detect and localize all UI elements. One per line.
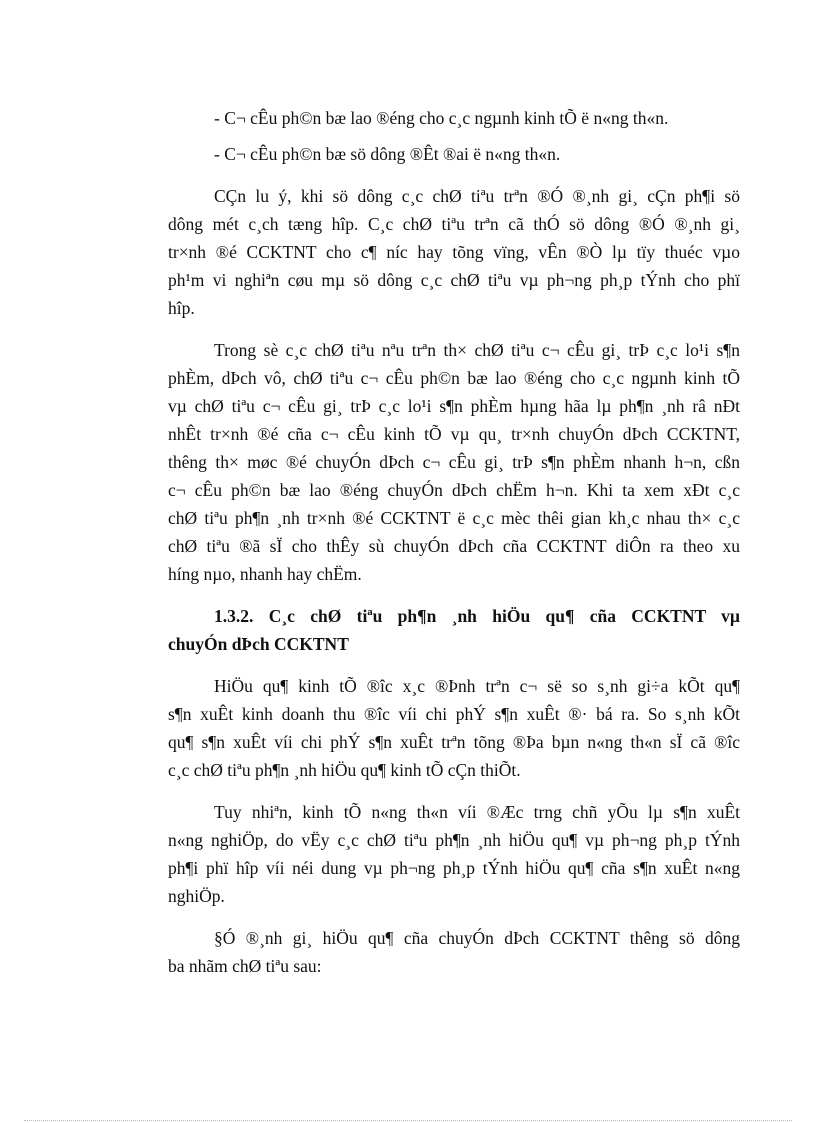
paragraph-line: ph¶i phï hîp víi néi dung vµ ph¬ng ph¸p tÝnh hiÖu qu¶ cña s¶n xuÊt n«ng	[168, 858, 740, 878]
paragraph-line: qu¶ s¶n xuÊt víi chi phÝ s¶n xuÊt trªn tõng ®Þa bµn n«ng th«n sÏ cã ®îc	[168, 732, 740, 752]
paragraph-line: vµ chØ tiªu c¬ cÊu gi¸ trÞ c¸c lo¹i s¶n phÈm hµng hãa lµ ph¶n ¸nh râ nÐt	[168, 396, 740, 416]
paragraph-line: Tuy nhiªn, kinh tÕ n«ng th«n víi ®Æc trng chñ yÕu lµ s¶n xuÊt	[214, 802, 740, 822]
heading-line: chuyÓn dÞch CCKTNT	[168, 634, 349, 654]
bullet-labor-structure: - C¬ cÊu ph©n bæ lao ®éng cho c¸c ngµnh kinh tÕ ë n«ng th«n.	[214, 108, 669, 128]
heading-line: 1.3.2. C¸c chØ tiªu ph¶n ¸nh hiÖu qu¶ cña CCKTNT vµ	[214, 606, 740, 626]
paragraph-line: c¸c chØ tiªu ph¶n ¸nh hiÖu qu¶ kinh tÕ cÇn thiÕt.	[168, 760, 521, 780]
paragraph-4	[168, 798, 740, 910]
paragraph-line: híng nµo, nhanh hay chËm.	[168, 564, 362, 584]
paragraph-line: §Ó ®¸nh gi¸ hiÖu qu¶ cña chuyÓn dÞch CCKTNT thêng sö dông	[214, 928, 740, 948]
paragraph-5	[168, 924, 740, 980]
paragraph-line: Trong sè c¸c chØ tiªu nªu trªn th× chØ tiªu c¬ cÊu gi¸ trÞ c¸c lo¹i s¶n	[214, 340, 740, 360]
paragraph-line: dông mét c¸ch tæng hîp. C¸c chØ tiªu trªn cã thÓ sö dông ®Ó ®¸nh gi¸	[168, 214, 740, 234]
paragraph-line: chØ tiªu ®ã sÏ cho thÊy sù chuyÓn dÞch cña CCKTNT diÔn ra theo xu	[168, 536, 740, 556]
paragraph-line: n«ng nghiÖp, do vËy c¸c chØ tiªu ph¶n ¸nh hiÖu qu¶ vµ ph¬ng ph¸p tÝnh	[168, 830, 740, 850]
document-body	[168, 104, 740, 980]
paragraph-line: thêng th× møc ®é chuyÓn dÞch c¬ cÊu gi¸ trÞ s¶n phÈm nhanh h¬n, cßn	[168, 452, 740, 472]
paragraph-line: tr×nh ®é CCKTNT cho c¶ níc hay tõng vïng, vÊn ®Ò lµ tïy thuéc vµo	[168, 242, 740, 262]
paragraph-line: nghiÖp.	[168, 886, 225, 906]
paragraph-line: ph¹m vi nghiªn cøu mµ sö dông c¸c chØ tiªu vµ ph¬ng ph¸p tÝnh cho phï	[168, 270, 740, 290]
paragraph-line: ba nhãm chØ tiªu sau:	[168, 956, 322, 976]
paragraph-3	[168, 672, 740, 784]
paragraph-line: HiÖu qu¶ kinh tÕ ®îc x¸c ®Þnh trªn c¬ së so s¸nh gi÷a kÕt qu¶	[214, 676, 740, 696]
paragraph-line: hîp.	[168, 298, 195, 318]
page-bottom-rule	[24, 1120, 792, 1121]
paragraph-2	[168, 336, 740, 588]
section-heading	[168, 602, 740, 658]
paragraph-line: CÇn lu ý, khi sö dông c¸c chØ tiªu trªn ®Ó ®¸nh gi¸ cÇn ph¶i sö	[214, 186, 740, 206]
paragraph-1	[168, 182, 740, 322]
bullet-land-structure: - C¬ cÊu ph©n bæ sö dông ®Êt ®ai ë n«ng th«n.	[214, 144, 561, 164]
paragraph-line: nhÊt tr×nh ®é cña c¬ cÊu kinh tÕ vµ qu¸ tr×nh chuyÓn dÞch CCKTNT,	[168, 424, 740, 444]
paragraph-line: s¶n xuÊt kinh doanh thu ®îc víi chi phÝ s¶n xuÊt ®· bá ra. So s¸nh kÕt	[168, 704, 740, 724]
paragraph-line: phÈm, dÞch vô, chØ tiªu c¬ cÊu ph©n bæ lao ®éng cho c¸c ngµnh kinh tÕ	[168, 368, 740, 388]
paragraph-line: chØ tiªu ph¶n ¸nh tr×nh ®é CCKTNT ë c¸c mèc thêi gian kh¸c nhau th× c¸c	[168, 508, 740, 528]
paragraph-line: c¬ cÊu ph©n bæ lao ®éng chuyÓn dÞch chËm h¬n. Khi ta xem xÐt c¸c	[168, 480, 740, 500]
